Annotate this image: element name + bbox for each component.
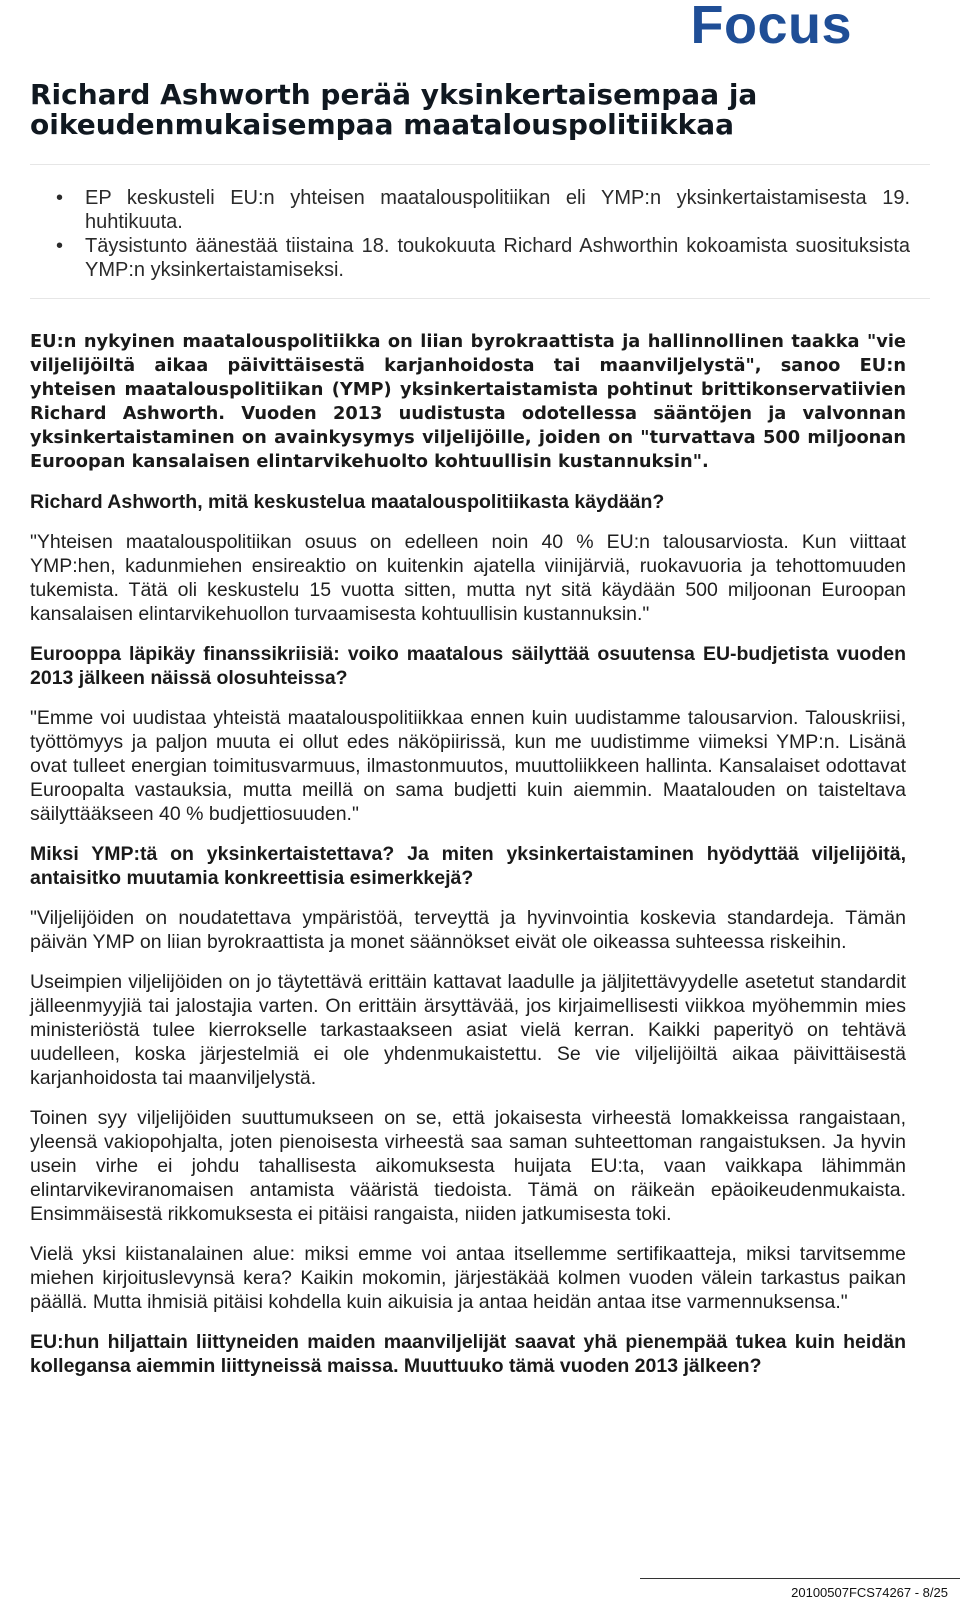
answer-paragraph: "Emme voi uudistaa yhteistä maatalouspolitiikkaa ennen kuin uudistamme talousarvion. Talouskriisi, työttömyys ja paljon muuta ei ollut edes näköpiirissä, kun me uudistimme viimeksi YMP:n. Lisänä ovat tulleet energian toimitusvarmuus, ilmastonmuutos, muuttoliikkeen hallinta. Kansalaiset odottavat Euroopalta vastauksia, mutta meillä on sama budjetti kuin aiemmin. Maatalouden on taisteltava säilyttääkseen 40 % budjettiosuuden." — [30, 707, 906, 825]
divider — [30, 298, 930, 299]
question: Richard Ashworth, mitä keskustelua maatalouspolitiikasta käydään? — [30, 491, 665, 513]
lead-paragraph: EU:n nykyinen maatalouspolitiikka on liian byrokraattista ja hallinnollinen taakka "vie viljelijöiltä aikaa päivittäisestä karjanhoidosta tai maanviljelystä", sanoo EU:n yhteisen maatalouspolitiikan (YMP) yksinkertaistamista pohtinut brittikonservatiivien Richard Ashworth. Vuoden 2013 uudistusta odotellessa sääntöjen ja valvonnan yksinkertaistaminen on avainkysymys viljelijöille, joiden on "turvattava 500 miljoonan Euroopan kansalaisen elintarvikehuolto kohtuullisin kustannuksin". — [30, 331, 906, 472]
divider — [30, 164, 930, 165]
answer-paragraph: Toinen syy viljelijöiden suuttumukseen on se, että jokaisesta virheestä lomakkeissa rangaistaan, yleensä vakiopohjalta, joten pienoisesta virheestä saa saman suhteettoman rangaistuksen. Ja hyvin usein virhe ei johdu tahallisesta aikomuksesta huijata EU:ta, vaan vaikkapa lähimmän elintarvikeviranomaisen antamista vääristä tiedoista. Tämä on räikeän epäoikeudenmukaista. Ensimmäisestä rikkomuksesta ei pitäisi rangaista, niiden jatkumisesta toki. — [30, 1107, 906, 1225]
section-label: Focus — [690, 0, 852, 55]
list-item: • EP keskusteli EU:n yhteisen maatalouspolitiikan eli YMP:n yksinkertaistamisesta 19. huhtikuuta. — [30, 186, 910, 234]
answer-paragraph: Vielä yksi kiistanalainen alue: miksi emme voi antaa itsellemme sertifikaatteja, miksi tarvitsemme miehen kirjoituslevynsä kera? Kaikin mokomin, järjestäkää kolmen vuoden välein tarkastus paikan päällä. Mutta ihmisiä pitäisi kohdella kuin aikuisia ja antaa heidän antaa itse varmennuksensa." — [30, 1243, 906, 1313]
page-title: Richard Ashworth perää yksinkertaisempaa ja oikeudenmukaisempaa maatalouspolitiikkaa — [30, 78, 758, 141]
list-item: • Täysistunto äänestää tiistaina 18. toukokuuta Richard Ashworthin kokoamista suosituksista YMP:n yksinkertaistamiseksi. — [30, 234, 910, 282]
page-reference: 20100507FCS74267 - 8/25 — [791, 1585, 948, 1600]
question: Eurooppa läpikäy finanssikriisiä: voiko maatalous säilyttää osuutensa EU-budjetista vuoden 2013 jälkeen näissä olosuhteissa? — [30, 643, 906, 689]
article-body — [30, 330, 906, 1394]
question: Miksi YMP:tä on yksinkertaistettava? Ja miten yksinkertaistaminen hyödyttää viljelijöitä, antaisitko muutamia konkreettisia esimerkkejä? — [30, 843, 906, 889]
answer-paragraph: Useimpien viljelijöiden on jo täytettävä erittäin kattavat laadulle ja jäljitettävyydelle asetetut standardit jälleenmyyjiä tai jalostajia varten. On erittäin ärsyttävää, jos kirjaimellisesti viikkoa myöhemmin mies ministeriöstä tulee kierrokselle tarkastaakseen asiat vielä kerran. Kaikki paperityö on tehtävä uudelleen, koska järjestelmiä ei ole yhdenmukaistettu. Se vie viljelijöiltä aikaa päivittäisestä karjanhoidosta tai maanviljelystä. — [30, 971, 906, 1089]
question: EU:hun hiljattain liittyneiden maiden maanviljelijät saavat yhä pienempää tukea kuin heidän kollegansa aiemmin liittyneissä maissa. Muuttuuko tämä vuoden 2013 jälkeen? — [30, 1331, 906, 1377]
footer-divider — [640, 1578, 960, 1579]
answer-paragraph: "Viljelijöiden on noudatettava ympäristöä, terveyttä ja hyvinvointia koskevia standardeja. Tämän päivän YMP on liian byrokraattista ja monet säännökset eivät ole oikeassa suhteessa riskeihin. — [30, 907, 906, 953]
summary-bullets — [30, 186, 910, 282]
answer-paragraph: "Yhteisen maatalouspolitiikan osuus on edelleen noin 40 % EU:n talousarviosta. Kun viittaat YMP:hen, kadunmiehen ensireaktio on kuitenkin ajatella viinijärviä, ruokavuoria ja tehottomuuden tukemista. Tätä oli keskustelu 15 vuotta sitten, mutta nyt sitä käydään 500 miljoonan Euroopan kansalaisen elintarvikehuollon turvaamisesta kohtuullisin kustannuksin." — [30, 531, 906, 625]
